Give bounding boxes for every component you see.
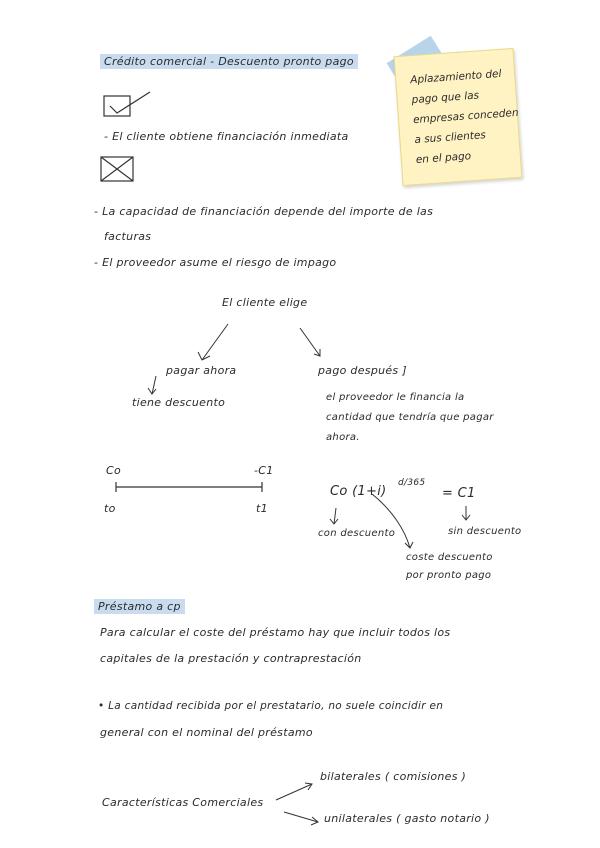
- formula: Co (1+i): [330, 484, 387, 499]
- diagram-right: pago después ]: [318, 364, 407, 377]
- diagram-right-note: ahora.: [326, 432, 360, 443]
- arrow-bilateral-icon: [276, 784, 312, 800]
- characteristics-unilateral: unilaterales ( gasto notario ): [324, 812, 490, 825]
- timeline-t1: t1: [256, 502, 268, 515]
- bullet-capacity-cont: facturas: [104, 230, 152, 243]
- arrow-coste-icon: [372, 494, 410, 548]
- bullet-provider: - El proveedor asume el riesgo de impago: [94, 256, 337, 269]
- cross-mark-icon: [101, 157, 133, 181]
- section2-para-cont: capitales de la prestación y contraprestación: [100, 652, 362, 665]
- label-pronto-pago: por pronto pago: [406, 570, 492, 581]
- section2-title: Préstamo a cp: [94, 600, 185, 613]
- characteristics-bilateral: bilaterales ( comisiones ): [320, 770, 467, 783]
- timeline-c0: Co: [106, 464, 122, 477]
- timeline-c1: -C1: [254, 464, 274, 477]
- arrow-left-icon: [202, 324, 228, 360]
- formula-equals: = C1: [442, 486, 476, 501]
- diagram-right-note: cantidad que tendría que pagar: [326, 412, 494, 423]
- sticky-note: [394, 48, 523, 186]
- formula-exponent: d/365: [398, 478, 426, 488]
- section2-bullet-cont: general con el nominal del préstamo: [100, 726, 313, 739]
- diagram-right-note: el proveedor le financia la: [326, 392, 465, 403]
- sticky-note-line: pago que las: [411, 89, 480, 107]
- diagram-left: pagar ahora: [166, 364, 237, 377]
- section1-title: Crédito comercial - Descuento pronto pago: [100, 55, 358, 68]
- sticky-note-line: Aplazamiento del: [409, 67, 502, 87]
- label-sin-descuento: sin descuento: [448, 526, 522, 537]
- diagram-left-result: tiene descuento: [132, 396, 226, 409]
- sticky-note-line: en el pago: [415, 150, 472, 167]
- arrow-right-icon: [300, 328, 320, 356]
- label-con-descuento: con descuento: [318, 528, 396, 539]
- label-coste-descuento: coste descuento: [406, 552, 493, 563]
- diagram-root: El cliente elige: [222, 296, 308, 309]
- section2-bullet: • La cantidad recibida por el prestatario, no suele coincidir en: [98, 700, 444, 712]
- sticky-note-line: empresas conceden: [412, 106, 519, 127]
- characteristics-label: Características Comerciales: [102, 796, 264, 809]
- section2-para: Para calcular el coste del préstamo hay que incluir todos los: [100, 626, 451, 639]
- arrow-unilateral-icon: [284, 812, 318, 822]
- sticky-note-line: a sus clientes: [414, 129, 487, 147]
- bullet-client: - El cliente obtiene financiación inmediata: [104, 130, 349, 143]
- timeline-t0: to: [104, 502, 116, 515]
- bullet-capacity: - La capacidad de financiación depende del importe de las: [94, 205, 434, 218]
